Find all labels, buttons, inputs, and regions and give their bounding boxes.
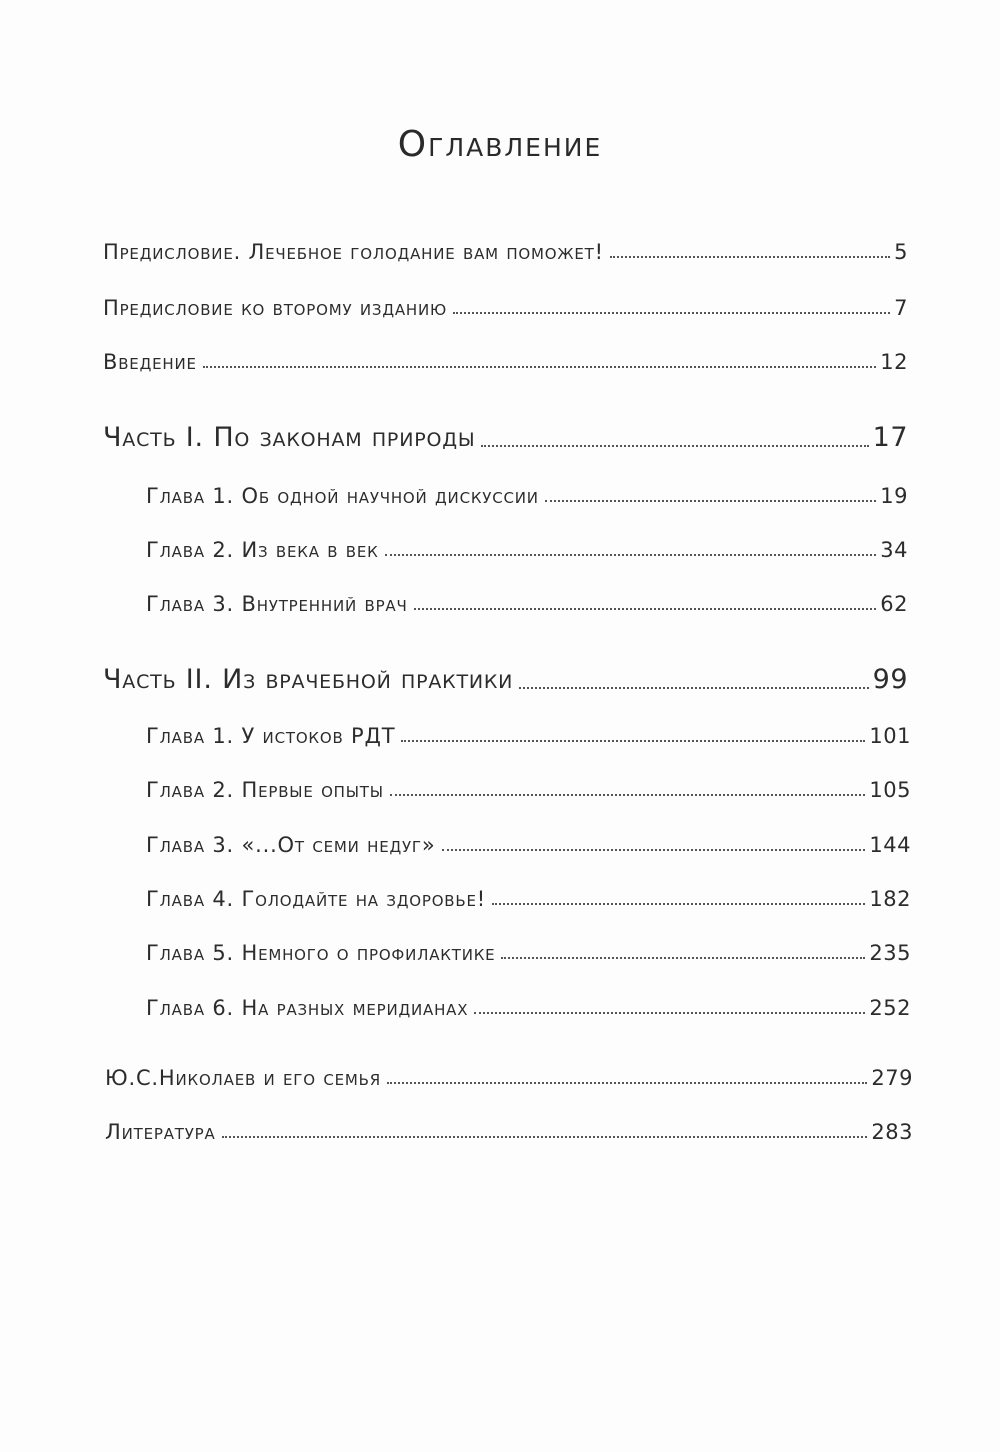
toc-entry-page: 34 (880, 538, 908, 562)
dot-leader (401, 740, 865, 742)
toc-entry-page: 235 (869, 941, 911, 965)
toc-entry-page: 252 (869, 996, 911, 1020)
toc-entry-label: Литература (105, 1120, 216, 1144)
toc-entry-introduction (103, 350, 908, 374)
dot-leader (610, 256, 890, 258)
toc-entry-literature (105, 1120, 913, 1144)
toc-entry-part2-ch2 (146, 778, 911, 802)
toc-entry-page: 17 (872, 422, 908, 453)
toc-entry-part1 (103, 422, 908, 453)
dot-leader (442, 849, 866, 851)
toc-entry-label: Глава 6. На разных меридианах (146, 996, 469, 1020)
toc-entry-label: Глава 3. Внутренний врач (146, 592, 408, 616)
dot-leader (492, 903, 865, 905)
dot-leader (481, 445, 868, 447)
dot-leader (453, 312, 890, 314)
toc-entry-page: 12 (880, 350, 908, 374)
toc-entry-page: 101 (869, 724, 911, 748)
toc-entry-label: Глава 4. Голодайте на здоровье! (146, 887, 486, 911)
toc-entry-label: Предисловие. Лечебное голодание вам поможет! (103, 240, 604, 264)
toc-entry-page: 144 (869, 833, 911, 857)
toc-entry-part1-ch2 (146, 538, 908, 562)
toc-entry-page: 5 (894, 240, 908, 264)
toc-entry-label: Глава 3. «...От семи недуг» (146, 833, 436, 857)
page-title: Оглавление (397, 124, 603, 165)
toc-entry-page: 7 (894, 296, 908, 320)
toc-entry-label: Часть I. По законам природы (103, 422, 476, 453)
toc-entry-label: Ю.С.Николаев и его семья (105, 1066, 381, 1090)
dot-leader (501, 957, 865, 959)
dot-leader (387, 1082, 867, 1084)
toc-entry-part1-ch3 (146, 592, 908, 616)
toc-entry-part2-ch4 (146, 887, 911, 911)
toc-entry-label: Введение (103, 350, 197, 374)
toc-entry-page: 182 (869, 887, 911, 911)
dot-leader (203, 366, 877, 368)
toc-entry-page: 105 (869, 778, 911, 802)
toc-entry-part2 (103, 664, 908, 695)
toc-entry-label: Глава 2. Из века в век (146, 538, 379, 562)
toc-entry-part2-ch3 (146, 833, 911, 857)
toc-entry-preface-second (103, 296, 908, 320)
dot-leader (519, 687, 868, 689)
toc-entry-page: 19 (880, 484, 908, 508)
dot-leader (390, 794, 866, 796)
dot-leader (545, 500, 876, 502)
toc-entry-page: 99 (872, 664, 908, 695)
toc-entry-page: 283 (871, 1120, 913, 1144)
dot-leader (385, 554, 877, 556)
toc-entry-label: Глава 2. Первые опыты (146, 778, 384, 802)
toc-entry-part2-ch6 (146, 996, 911, 1020)
toc-entry-label: Предисловие ко второму изданию (103, 296, 447, 320)
toc-entry-label: Часть II. Из врачебной практики (103, 664, 514, 695)
toc-entry-part2-ch5 (146, 941, 911, 965)
toc-entry-label: Глава 1. У истоков РДТ (146, 724, 396, 748)
toc-entry-page: 279 (871, 1066, 913, 1090)
dot-leader (222, 1136, 868, 1138)
toc-entry-label: Глава 1. Об одной научной дискуссии (146, 484, 539, 508)
toc-entry-page: 62 (880, 592, 908, 616)
toc-entry-family (105, 1066, 913, 1090)
toc-entry-label: Глава 5. Немного о профилактике (146, 941, 496, 965)
toc-entry-part1-ch1 (146, 484, 908, 508)
toc-entry-part2-ch1 (146, 724, 911, 748)
dot-leader (414, 608, 877, 610)
dot-leader (474, 1012, 865, 1014)
toc-entry-preface (103, 240, 908, 264)
